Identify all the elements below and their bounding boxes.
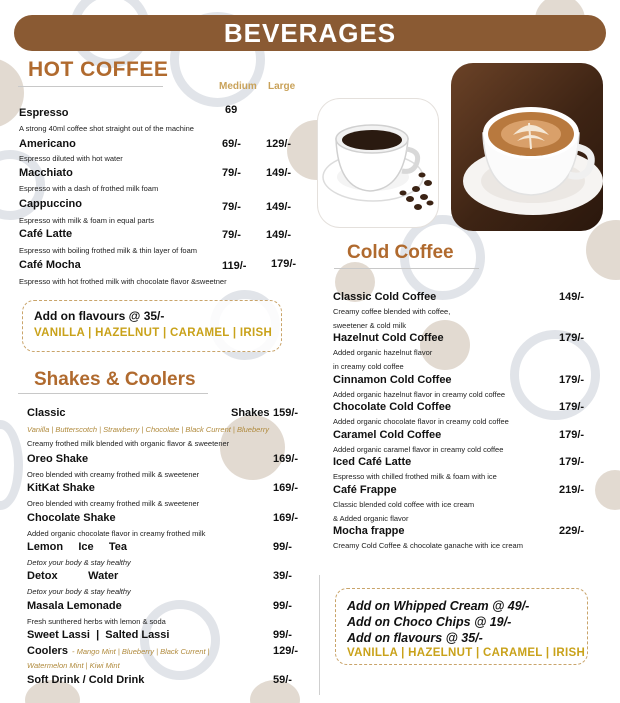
decorative-ring bbox=[510, 330, 600, 420]
menu-item-name: Cinnamon Cold Coffee bbox=[333, 374, 452, 386]
menu-item-name: Oreo Shake bbox=[27, 453, 89, 465]
menu-item-name: Caramel Cold Coffee bbox=[333, 429, 442, 441]
menu-item-price-large: 149/- bbox=[266, 167, 292, 179]
column-large: Large bbox=[268, 81, 296, 92]
hot-coffee-title: HOT COFFEE bbox=[28, 58, 169, 81]
hot-addon-box bbox=[22, 300, 282, 352]
menu-item-price: 39/- bbox=[273, 570, 292, 582]
menu-item-price-medium: 79/- bbox=[222, 167, 241, 179]
page-title: BEVERAGES bbox=[223, 17, 397, 48]
menu-item-description: Oreo blended with creamy frothed milk & sweetener bbox=[27, 499, 200, 508]
menu-item-name: Detox Water bbox=[27, 570, 119, 582]
decorative-circle bbox=[586, 220, 620, 280]
menu-item-price: 99/- bbox=[273, 629, 292, 641]
menu-item-name: Sweet Lassi | Salted Lassi bbox=[27, 629, 170, 641]
menu-item-description: Creamy Cold Coffee & chocolate ganache with ice cream bbox=[333, 541, 523, 550]
section-divider bbox=[334, 268, 479, 269]
menu-item-price: 179/- bbox=[559, 332, 585, 344]
menu-item-name: Chocolate Cold Coffee bbox=[333, 401, 451, 413]
menu-item-description: Espresso with a dash of frothed milk foam bbox=[19, 184, 159, 193]
menu-item-name: Iced Café Latte bbox=[333, 456, 412, 468]
menu-item-price: 129/- bbox=[273, 645, 299, 657]
decorative-circle bbox=[420, 320, 470, 370]
menu-item-name: Americano bbox=[19, 138, 76, 150]
menu-item-description: sweetener & cold milk bbox=[333, 321, 406, 330]
menu-item-variants: Watermelon Mint | Kiwi Mint bbox=[27, 661, 120, 670]
menu-item-price: 169/- bbox=[273, 512, 299, 524]
addon-flavours-price: Add on flavours @ 35/- bbox=[347, 631, 483, 645]
addon-choco-chips: Add on Choco Chips @ 19/- bbox=[347, 615, 512, 629]
menu-item-description: in creamy cold coffee bbox=[333, 362, 404, 371]
menu-item-price-medium: 69 bbox=[225, 104, 238, 116]
menu-item-name: Classic Cold Coffee bbox=[333, 291, 437, 303]
menu-item-description: & Added organic flavor bbox=[333, 514, 409, 523]
menu-item-name: Hazelnut Cold Coffee bbox=[333, 332, 444, 344]
menu-item-price-medium: 119/- bbox=[222, 260, 247, 272]
menu-item-description: Espresso with milk & foam in equal parts bbox=[19, 216, 155, 225]
menu-item-name: Mocha frappe bbox=[333, 525, 405, 537]
menu-item-description: Added organic chocolate flavor in creamy cold coffee bbox=[333, 417, 509, 426]
shakes-coolers-title: Shakes & Coolers bbox=[34, 369, 196, 390]
addon-flavours-list: VANILLA | HAZELNUT | CARAMEL | IRISH bbox=[347, 647, 586, 659]
menu-item-name: Macchiato bbox=[19, 167, 73, 179]
menu-item-name: KitKat Shake bbox=[27, 482, 95, 494]
menu-item-description: Creamy frothed milk blended with organic flavor & sweetener bbox=[27, 439, 230, 448]
menu-item-price-large: 129/- bbox=[266, 138, 292, 150]
menu-item-price: 99/- bbox=[273, 541, 292, 553]
column-medium: Medium bbox=[219, 81, 257, 92]
menu-item-price-large: 179/- bbox=[271, 258, 297, 270]
menu-item-description: Added organic hazelnut flavor bbox=[333, 348, 433, 357]
menu-item-name: Coolers bbox=[27, 645, 68, 657]
menu-item-name: Masala Lemonade bbox=[27, 600, 122, 612]
coffee-cup-beans-photo bbox=[318, 99, 438, 227]
menu-item-name: Café Mocha bbox=[19, 259, 81, 271]
menu-item-description: Espresso with boiling frothed milk & thin layer of foam bbox=[19, 246, 197, 255]
decorative-ring bbox=[0, 420, 23, 510]
addon-flavours-list: VANILLA | HAZELNUT | CARAMEL | IRISH bbox=[34, 327, 273, 339]
menu-item-price-medium: 79/- bbox=[222, 229, 241, 241]
menu-item-description: Added organic chocolate flavor in creamy frothed milk bbox=[27, 529, 206, 538]
menu-item-price-medium: 69/- bbox=[222, 138, 241, 150]
menu-item-description: A strong 40ml coffee shot straight out of the machine bbox=[19, 124, 194, 133]
decorative-circle bbox=[595, 470, 620, 510]
menu-item-price: 169/- bbox=[273, 482, 299, 494]
menu-item-description: Espresso with chilled frothed milk & foam with ice bbox=[333, 472, 497, 481]
menu-item-description: Fresh sunthered herbs with lemon & soda bbox=[27, 617, 166, 626]
menu-item-price: 179/- bbox=[559, 429, 585, 441]
menu-item-name: Café Latte bbox=[19, 228, 73, 240]
section-divider bbox=[18, 86, 163, 87]
menu-item-price-medium: 79/- bbox=[222, 201, 241, 213]
menu-item-name: Cappuccino bbox=[19, 198, 82, 210]
menu-item-description: Espresso with hot frothed milk with chocolate flavor &sweetner bbox=[19, 277, 227, 286]
menu-item-price: 59/- bbox=[273, 674, 292, 686]
menu-item-description: Added organic caramel flavor in creamy cold coffee bbox=[333, 445, 504, 454]
menu-item-description: Classic blended cold coffee with ice cream bbox=[333, 500, 475, 509]
section-divider bbox=[18, 393, 208, 394]
menu-item-description: Espresso diluted with hot water bbox=[19, 154, 123, 163]
menu-item-variants: Vanilla | Butterscotch | Strawberry | Chocolate | Black Current | Blueberry bbox=[27, 425, 270, 434]
menu-item-price: 219/- bbox=[559, 484, 585, 496]
menu-item-name: Soft Drink / Cold Drink bbox=[27, 674, 145, 686]
menu-item-price: 179/- bbox=[559, 401, 585, 413]
menu-item-price: 179/- bbox=[559, 374, 585, 386]
menu-item-description: Detox your body & stay healthy bbox=[27, 587, 131, 596]
column-divider bbox=[319, 575, 320, 695]
menu-item-description: Oreo blended with creamy frothed milk & sweetener bbox=[27, 470, 200, 479]
menu-item-description: Creamy coffee blended with coffee, bbox=[333, 307, 451, 316]
menu-item-name: Café Frappe bbox=[333, 484, 397, 496]
page-banner bbox=[14, 15, 606, 51]
menu-item-name: Espresso bbox=[19, 107, 69, 119]
addon-whipped-cream: Add on Whipped Cream @ 49/- bbox=[347, 599, 530, 613]
menu-item-name: Lemon Ice Tea bbox=[27, 541, 128, 553]
menu-item-variants: - Mango Mint | Blueberry | Black Current | bbox=[72, 647, 210, 656]
cold-coffee-title: Cold Coffee bbox=[347, 242, 454, 263]
menu-item-description: Added organic hazelnut flavor in creamy cold coffee bbox=[333, 390, 506, 399]
menu-item-price-large: 149/- bbox=[266, 201, 292, 213]
menu-item-price: 99/- bbox=[273, 600, 292, 612]
menu-item-price: 159/- bbox=[273, 407, 299, 419]
menu-item-name: Classic bbox=[27, 407, 66, 419]
menu-item-price: 169/- bbox=[273, 453, 299, 465]
menu-item-price: 229/- bbox=[559, 525, 585, 537]
menu-item-price: 149/- bbox=[559, 291, 585, 303]
menu-item-name: Chocolate Shake bbox=[27, 512, 116, 524]
menu-item-price: 179/- bbox=[559, 456, 585, 468]
addon-flavours-price: Add on flavours @ 35/- bbox=[34, 309, 165, 323]
menu-item-description: Detox your body & stay healthy bbox=[27, 558, 131, 567]
menu-item-price-large: 149/- bbox=[266, 229, 292, 241]
latte-art-cup-photo bbox=[451, 63, 603, 231]
menu-item-name-suffix: Shakes bbox=[231, 407, 270, 419]
